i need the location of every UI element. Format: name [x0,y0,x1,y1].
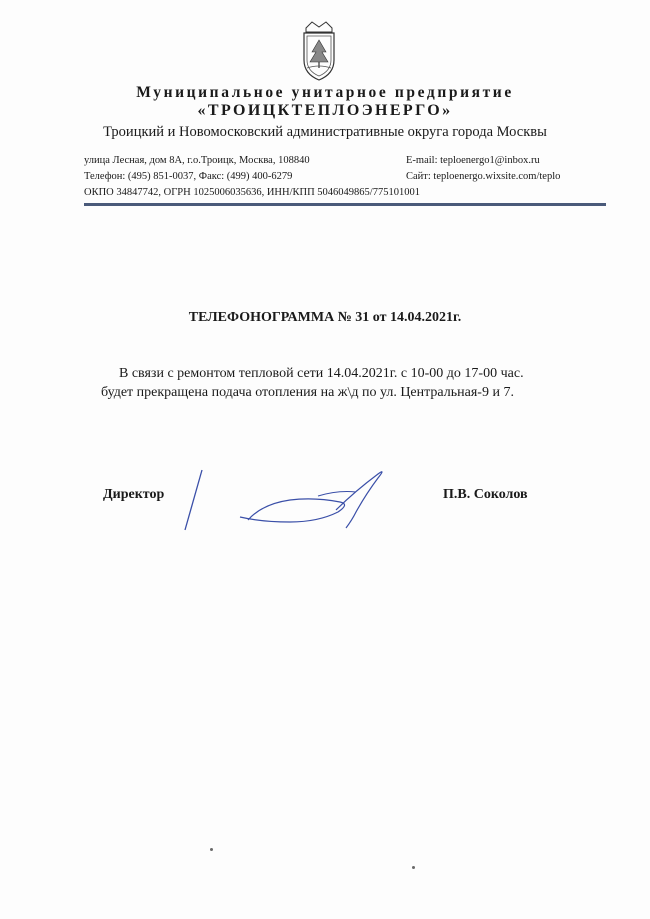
coat-of-arms-icon [294,18,344,82]
organization-region: Троицкий и Новомосковский административные округа города Москвы [103,124,547,140]
organization-type: Муниципальное унитарное предприятие [136,84,514,101]
message-line-2: будет прекращена подача отопления на ж\д по ул. Центральная-9 и 7. [101,385,514,400]
handwritten-signature [178,462,418,532]
scan-speck [210,848,213,851]
scan-speck [412,866,415,869]
message-body [101,364,569,402]
email: E-mail: teploenergo1@inbox.ru [406,155,540,166]
registration-codes: ОКПО 34847742, ОГРН 1025006035636, ИНН/КПП 5046049865/775101001 [84,187,420,198]
phone-fax: Телефон: (495) 851-0037, Факс: (499) 400-6279 [84,171,293,182]
signatory-role: Директор [103,487,165,502]
signatory-name: П.В. Соколов [443,487,528,502]
header-divider [84,203,606,206]
website: Сайт: teploenergo.wixsite.com/teplo [406,171,561,182]
address: улица Лесная, дом 8А, г.о.Троицк, Москва, 108840 [84,155,310,166]
organization-name: «ТРОИЦКТЕПЛОЭНЕРГО» [197,102,453,119]
message-line-1: В связи с ремонтом тепловой сети 14.04.2021г. с 10-00 до 17-00 час. [119,366,524,381]
document-title: ТЕЛЕФОНОГРАММА № 31 от 14.04.2021г. [188,310,462,325]
